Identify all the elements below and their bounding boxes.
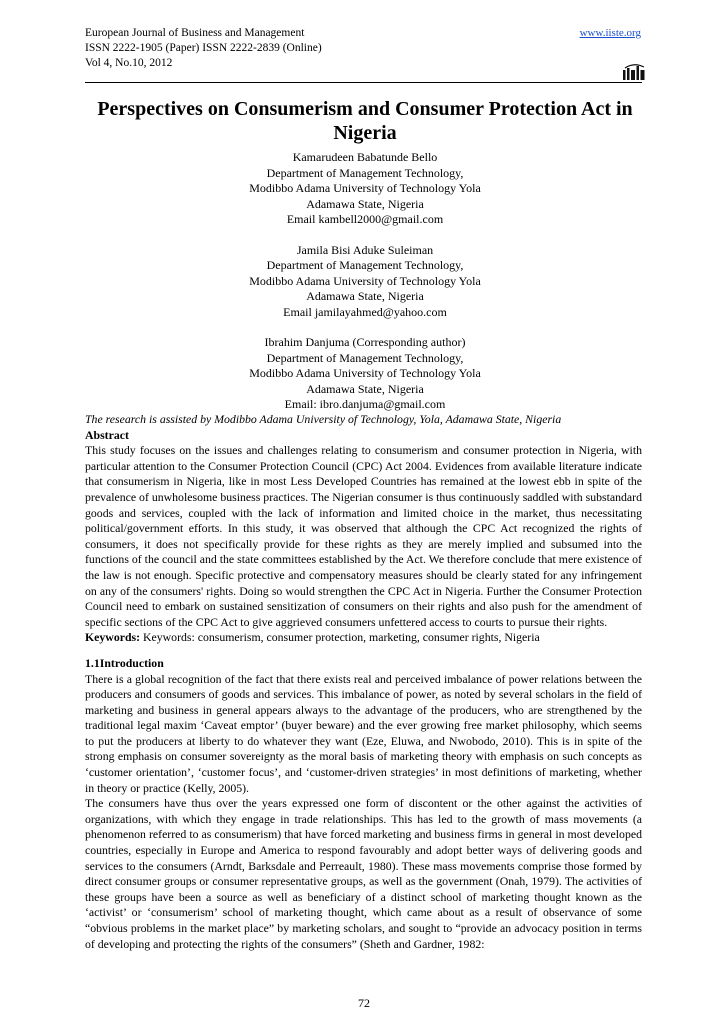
- author-name: Jamila Bisi Aduke Suleiman: [296, 242, 434, 257]
- funding-note: The research is assisted by Modibbo Adama University of Technology, Yola, Adamawa State, Nigeria: [85, 412, 562, 426]
- volume-line: Vol 4, No.10, 2012: [85, 57, 173, 69]
- issn-line: ISSN 2222-1905 (Paper) ISSN 2222-2839 (Online): [85, 42, 322, 54]
- author-department: Department of Management Technology,: [266, 350, 464, 365]
- author-block: [200, 243, 530, 321]
- author-name: Ibrahim Danjuma (Corresponding author): [264, 335, 466, 349]
- introduction-heading: 1.1Introduction: [85, 655, 164, 670]
- author-list: [200, 150, 530, 428]
- author-block: [200, 335, 530, 413]
- author-location: Adamawa State, Nigeria: [306, 381, 424, 396]
- author-email: Email: ibro.danjuma@gmail.com: [284, 397, 446, 411]
- journal-url-link[interactable]: www.iiste.org: [579, 27, 641, 39]
- paper-body: [85, 412, 642, 952]
- author-department: Department of Management Technology,: [266, 258, 464, 272]
- author-university: Modibbo Adama University of Technology Yola: [249, 366, 481, 380]
- author-university: Modibbo Adama University of Technology Yola: [249, 181, 481, 195]
- author-department: Department of Management Technology,: [266, 165, 464, 180]
- keywords-label: Keywords:: [85, 630, 141, 645]
- author-block: [200, 150, 530, 228]
- paper-title: Perspectives on Consumerism and Consumer Protection Act in Nigeria: [97, 98, 633, 144]
- introduction-paragraph: The consumers have thus over the years expressed one form of discontent or the other against the activities of organizations, with which they engage in trade relationships. This has led to the growth of mass movements (a phenomenon referred to as consumerism) that have forced marketing and business firms in general in most developed countries, especially in Europe and America to respond favourably and adopt better ways of delivering goods and services to the consumers (Arndt, Barksdale and Perreault, 1980). These mass movements comprise those formed by direct consumer groups or consumer representative groups, as well as the government (Onah, 1979). The activities of these groups have been a source as well as beneficiary of a distinct school of marketing thought known as the ‘activist’ or ‘consumerism’ school of marketing thought, which came about as a result of observance of some “obvious problems in the market place” by marketing scholars, and sought to “provide an advocacy position in terms of developing and protecting the rights of the consumers” (Sheth and Gardner, 1982:: [85, 796, 642, 951]
- author-university: Modibbo Adama University of Technology Yola: [249, 273, 481, 288]
- iiste-logo-icon: [623, 64, 645, 80]
- introduction-paragraph: There is a global recognition of the fact that there exists real and perceived imbalance of power relations between the producers and consumers of goods and services. This imbalance of power, as noted by several scholars in the field of marketing and business in general appears always to the advantage of the producers, who are strengthened by the traditional legal maxim ‘Caveat emptor’ (buyer beware) and the ever growing free market philosophy, which seems to put the producers at liberty to do whatever they want (Eze, Eluwa, and Nwobodo, 2010). This is in spite of the strong emphasis on consumer sovereignty as the moral basis of marketing theory with emphasis on such concepts as ‘customer orientation’, ‘customer focus’, and ‘customer-driven strategies’ in most definitions of marketing, whether in theory or practice (Kelly, 2005).: [85, 671, 642, 795]
- header-divider: [85, 82, 642, 83]
- abstract-text: This study focuses on the issues and challenges relating to consumerism and consumer protection in Nigeria, with particular attention to the Consumer Protection Council (CPC) Act 2004. Evidences from available literature indicate that consumerism in Nigeria, like in most Less Developed Countries has remained at the lowest ebb in spite of the prevalence of unwholesome business practices. The Nigerian consumer is thus continuously saddled with substandard goods and services, coupled with the lack of information and limited choice in the market, thus necessitating political/government efforts. In this study, it was observed that although the CPC Act recognized the rights of consumers, it does not specifically provide for these rights as they are merely implied and subsumed into the functions of the council and the state committees established by the Act. We therefore conclude that mere existence of the law is not enough. Specific protective and compensatory measures should be clearly stated for any infringement on any of the consumers' rights. Doing so would strengthen the CPC Act in Nigeria. Further the Consumer Protection Council need to embark on sustained sensitization of consumers on their rights and also push for the amendment of specific sections of the CPC Act to give aggrieved consumers unfettered access to courts to pursue their rights.: [85, 443, 642, 629]
- author-email: Email kambell2000@gmail.com: [286, 212, 444, 226]
- author-email: Email jamilayahmed@yahoo.com: [283, 304, 447, 319]
- journal-name: European Journal of Business and Management: [85, 27, 305, 39]
- author-name: Kamarudeen Babatunde Bello: [292, 150, 438, 164]
- abstract-heading: Abstract: [85, 427, 129, 442]
- keywords-line: [85, 630, 642, 646]
- author-location: Adamawa State, Nigeria: [306, 196, 424, 211]
- running-header: [85, 26, 645, 71]
- author-location: Adamawa State, Nigeria: [306, 289, 424, 303]
- page-number: 72: [358, 996, 370, 1010]
- keywords-text: Keywords: consumerism, consumer protection, marketing, consumer rights, Nigeria: [143, 630, 540, 645]
